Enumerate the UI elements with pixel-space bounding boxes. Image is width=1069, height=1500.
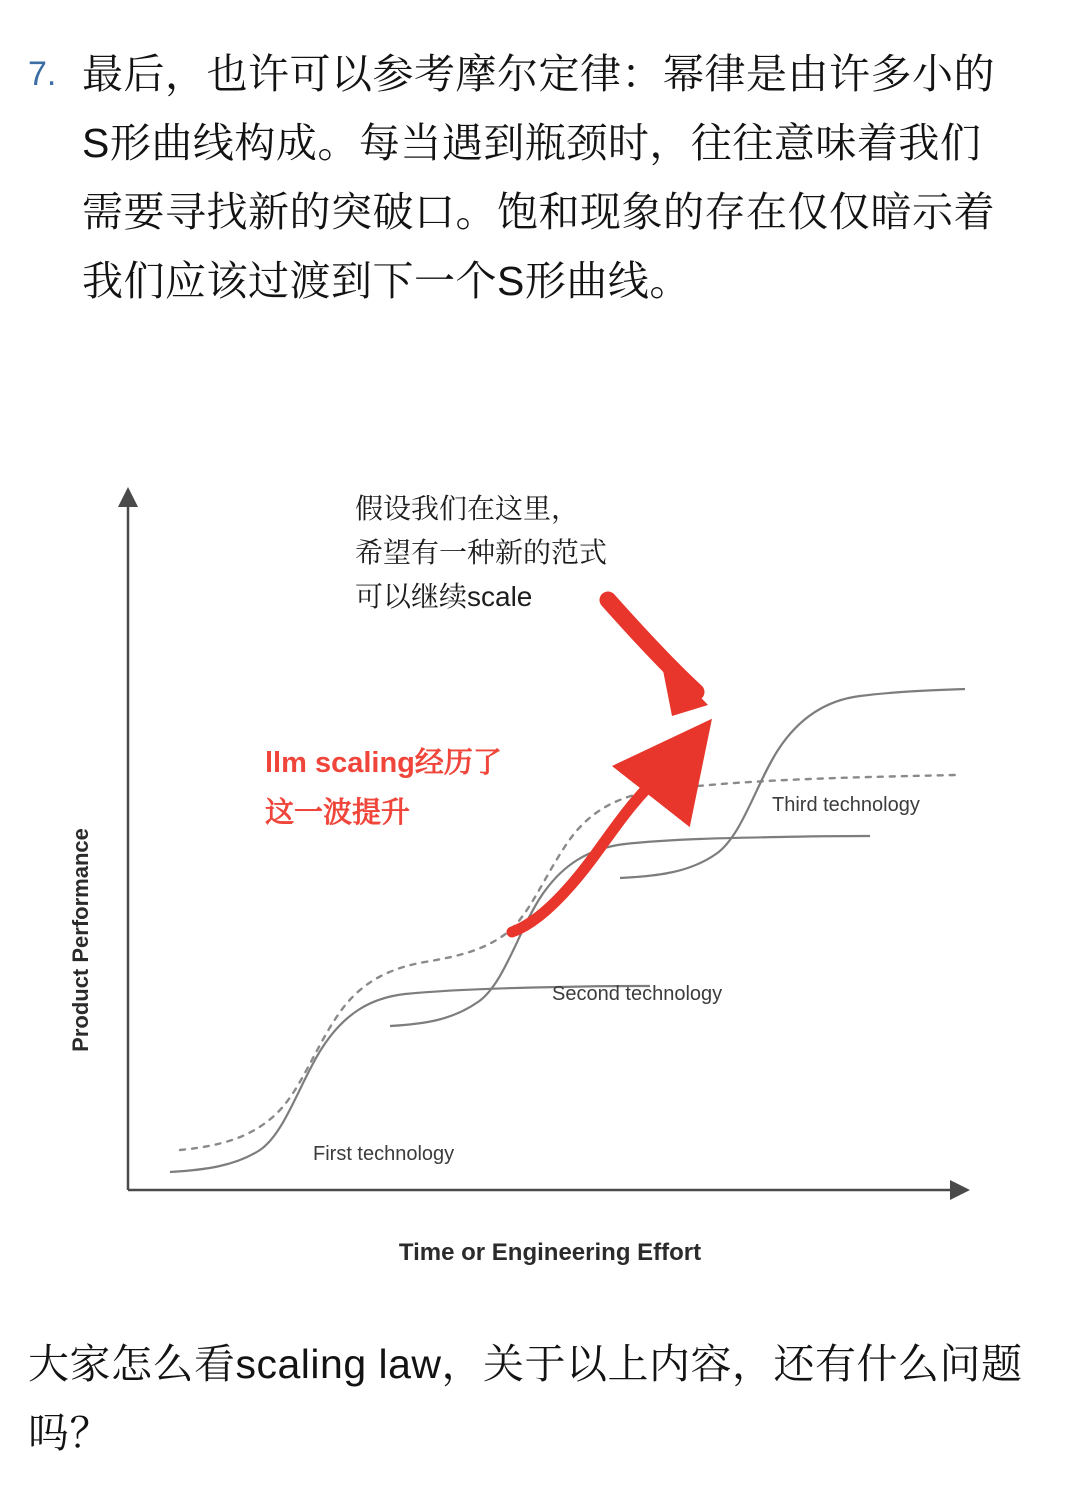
- llm-callout-line-2: 这一波提升: [265, 797, 411, 829]
- callout-llm-scaling: [265, 746, 502, 829]
- callout-line-1: 假设我们在这里，: [355, 493, 580, 524]
- closing-paragraph: 大家怎么看scaling law，关于以上内容，还有什么问题吗？: [28, 1341, 1023, 1456]
- label-second-technology: Second technology: [552, 983, 723, 1005]
- llm-callout-line-1: llm scaling经历了: [265, 747, 502, 779]
- numbered-paragraph: [28, 40, 1038, 316]
- third-technology-curve: [620, 689, 965, 878]
- y-axis-label: Product Performance: [68, 828, 93, 1052]
- callout-new-paradigm: [355, 493, 607, 612]
- callout-line-2: 希望有一种新的范式: [355, 537, 608, 568]
- paragraph-number: 7.: [28, 55, 57, 93]
- s-curve-chart: [60, 470, 1020, 1290]
- callout-arrow: [608, 600, 696, 692]
- callout-line-3: 可以继续scale: [355, 581, 533, 612]
- x-axis-label: Time or Engineering Effort: [398, 1239, 702, 1266]
- label-third-technology: Third technology: [772, 794, 920, 816]
- envelope-curve: [180, 775, 955, 1150]
- label-first-technology: First technology: [313, 1143, 455, 1165]
- paragraph-text: 最后，也许可以参考摩尔定律：幂律是由许多小的S形曲线构成。每当遇到瓶颈时，往往意味着我们需要寻找新的突破口。饱和现象的存在仅仅暗示着我们应该过渡到下一个S形曲线。: [82, 51, 995, 304]
